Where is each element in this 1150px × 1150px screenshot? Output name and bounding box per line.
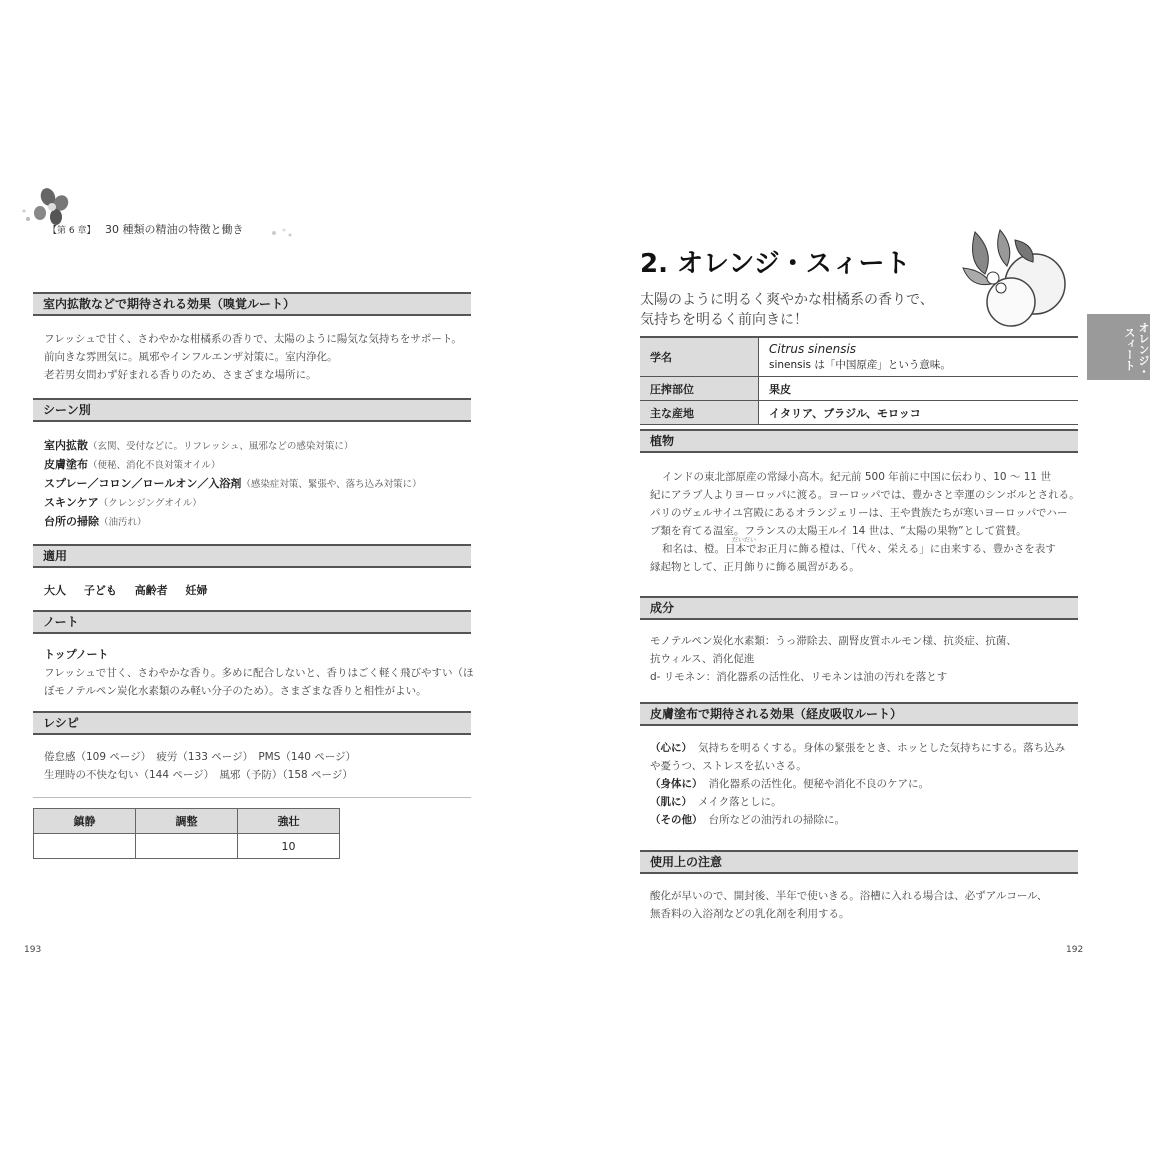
section-heading-recipe: レシピ [33, 711, 471, 735]
page-number: 192 [1066, 945, 1084, 955]
text-line: 紀にアラブ人よりヨーロッパに渡る。ヨーロッパでは、豊かさと幸運のシンボルとされる。 [650, 489, 1080, 501]
text-line: 前向きな雰囲気に。風邪やインフルエンザ対策に。室内浄化。 [44, 351, 338, 363]
table-row [640, 401, 1078, 425]
orange-illustration-icon [955, 222, 1075, 332]
list-item: や憂うつ、ストレスを払いさる。 [650, 760, 807, 772]
text-line: 和名は、橙。日本でお正月に飾る橙は、「代々、栄える」に由来する、豊かさを表す だいだい [650, 540, 1080, 558]
table-cell: 10 [238, 834, 340, 859]
recipe-text [44, 748, 474, 784]
text-line: 酸化が早いので、開封後、半年で使いきる。浴槽に入れる場合は、必ずアルコール、 [650, 890, 1048, 902]
table-row [640, 337, 1078, 377]
table-value-cell [759, 337, 1079, 377]
target-item: 妊婦 [185, 584, 208, 597]
text-line: 無香料の入浴剤などの乳化剤を利用する。 [650, 908, 850, 920]
list-item: スキンケア（クレンジングオイル） [44, 496, 202, 509]
section-heading-caution: 使用上の注意 [640, 850, 1078, 874]
effect-strength-table [33, 808, 340, 859]
section-heading-plant: 植物 [640, 429, 1078, 453]
scientific-name-note: sinensis は「中国原産」という意味。 [769, 359, 951, 371]
section-heading-components: 成分 [640, 596, 1078, 620]
text-line: d- リモネン：消化器系の活性化、リモネンは油の汚れを落とす [650, 671, 948, 683]
list-item: （身体に） 消化器系の活性化。便秘や消化不良のケアに。 [650, 778, 929, 790]
caution-text [650, 887, 1080, 923]
table-header-cell: 強壮 [238, 809, 340, 834]
scientific-name: Citrus sinensis [769, 342, 857, 356]
text-line: 老若男女問わず好まれる香りのため、さまざまな場所に。 [44, 369, 317, 381]
target-list [44, 582, 208, 598]
table-cell [136, 834, 238, 859]
section-heading-aroma: 室内拡散などで期待される効果（嗅覚ルート） [33, 292, 471, 316]
scene-list [44, 437, 474, 532]
text-line: 抗ウィルス、消化促進 [650, 653, 755, 665]
text-line: パリのヴェルサイユ宮殿にあるオランジェリーは、王や貴族たちが寒いヨーロッパでハー [650, 507, 1068, 519]
target-item: 高齢者 [134, 584, 168, 597]
list-item: 皮膚塗布（便秘、消化不良対策オイル） [44, 458, 221, 471]
target-item: 大人 [44, 584, 66, 597]
text-line: 生理時の不快な匂い（144 ページ） 風邪（予防）（158 ページ） [44, 769, 353, 781]
table-row [640, 377, 1078, 401]
skin-effects-text [650, 739, 1080, 829]
sparkle-icon [266, 226, 296, 240]
section-heading-scene: シーン別 [33, 398, 471, 422]
chapter-label: 【第 6 章】 [48, 226, 96, 236]
oil-info-table [640, 336, 1078, 425]
table-key-cell: 主な産地 [640, 401, 759, 425]
catch-copy [640, 290, 934, 330]
table-value-cell: 果皮 [759, 377, 1079, 401]
catch-line: 太陽のように明るく爽やかな柑橘系の香りで、 [640, 292, 934, 308]
text-line: 倦怠感（109 ページ） 疲労（133 ページ） PMS（140 ページ） [44, 751, 357, 763]
side-index-tab: オレンジ・スィート [1087, 314, 1150, 380]
text-line: インドの東北部原産の常緑小高木。紀元前 500 年前に中国に伝わり、10 ～ 11 世 [662, 471, 1051, 483]
page-title: 2. オレンジ・スィート [640, 249, 911, 279]
section-heading-skin: 皮膚塗布で期待される効果（経皮吸収ルート） [640, 702, 1078, 726]
table-cell [34, 834, 136, 859]
target-item: 子ども [83, 584, 117, 597]
table-header-cell: 鎮静 [34, 809, 136, 834]
text-line: ブ類を育てる温室。フランスの太陽王ルイ 14 世は、“太陽の果物”として賞賛。 [650, 525, 1027, 537]
note-text [44, 664, 474, 700]
section-heading-target: 適用 [33, 544, 471, 568]
table-header-cell: 調整 [136, 809, 238, 834]
text-line: フレッシュで甘く、さわやかな柑橘系の香りで、太陽のように陽気な気持ちをサポート。 [44, 333, 462, 345]
note-type: トップノート [44, 648, 109, 661]
chapter-title: 30 種類の精油の特徴と働き [104, 223, 244, 236]
section-heading-note: ノート [33, 610, 471, 634]
components-text [650, 632, 1080, 686]
list-item: スプレー／コロン／ロールオン／入浴剤（感染症対策、緊張や、落ち込み対策に） [44, 477, 422, 490]
plant-text [650, 468, 1080, 576]
aroma-effects-text [44, 330, 474, 384]
table-key-cell: 学名 [640, 337, 759, 377]
list-item: （肌に） メイク落としに。 [650, 796, 782, 808]
text-line: 縁起物として、正月飾りに飾る風習がある。 [650, 561, 860, 573]
table-key-cell: 圧搾部位 [640, 377, 759, 401]
list-item: （その他） 台所などの油汚れの掃除に。 [650, 814, 845, 826]
list-item: 台所の掃除（油汚れ） [44, 515, 147, 528]
catch-line: 気持ちを明るく前向きに！ [640, 312, 808, 328]
list-item: （心に） 気持ちを明るくする。身体の緊張をとき、ホッとした気持ちにする。落ち込み [650, 742, 1066, 754]
table-value-cell: イタリア、ブラジル、モロッコ [759, 401, 1079, 425]
divider [33, 797, 471, 798]
chapter-heading [48, 221, 243, 237]
text-line: ぼモノテルペン炭化水素類のみ軽い分子のため）。さまざまな香りと相性がよい。 [44, 685, 427, 697]
page-number: 193 [24, 945, 42, 955]
ruby-text: だいだい [732, 537, 757, 544]
text-line: フレッシュで甘く、さわやかな香り。多めに配合しないと、香りはごく軽く飛びやすい（ほ [44, 667, 474, 679]
text-line: モノテルペン炭化水素類：うっ滞除去、副腎皮質ホルモン様、抗炎症、抗菌、 [650, 635, 1017, 647]
list-item: 室内拡散（玄関、受付などに。リフレッシュ、風邪などの感染対策に） [44, 439, 354, 452]
